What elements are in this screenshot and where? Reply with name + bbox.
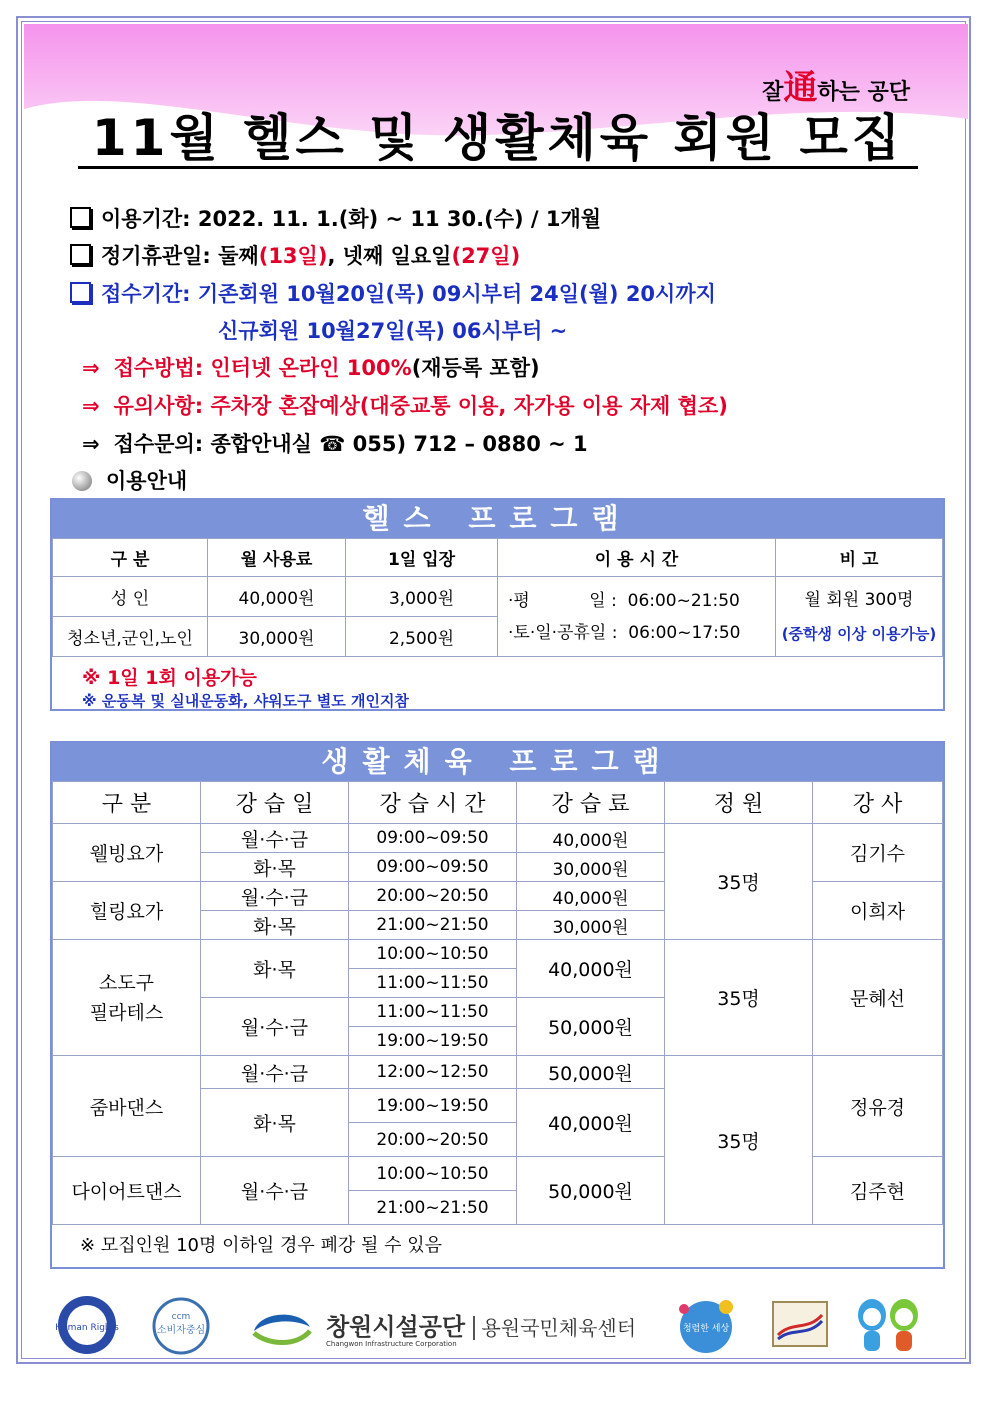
mascot-characters-icon (850, 1295, 926, 1355)
col-header: 월 사용료 (208, 539, 346, 577)
table-row: 웰빙요가 월·수·금 09:00~09:50 40,000원 35명 김기수 (53, 824, 943, 853)
col-header: 이 용 시 간 (498, 539, 776, 577)
table-row: 소도구 필라테스 화·목 10:00~10:50 40,000원 35명 문혜선 (53, 940, 943, 969)
col-header: 비 고 (776, 539, 943, 577)
category-cell: 성 인 (53, 577, 208, 617)
remark-cell: 월 회원 300명 (중학생 이상 이용가능) (776, 577, 943, 657)
sports-note: ※ 모집인원 10명 이하일 경우 폐강 될 수 있음 (80, 1235, 442, 1256)
col-header: 1일 입장 (346, 539, 498, 577)
info-reception: 접수기간: 기존회원 10월20일(목) 09시부터 24일(월) 20시까지 (70, 278, 716, 308)
guide-heading: 이용안내 (72, 465, 187, 495)
col-header: 강 사 (813, 782, 943, 824)
svg-text:Human Rights: Human Rights (55, 1323, 119, 1333)
footer-logos (50, 1295, 945, 1355)
certificate-logo-icon (772, 1301, 828, 1347)
info-caution: ⇒ 유의사항: 주차장 혼잡예상(대중교통 이용, 자가용 이용 자제 협조) (82, 394, 728, 418)
corp-symbol-icon (246, 1305, 314, 1353)
table-row: 화·목 19:00~19:50 40,000원 (53, 1089, 943, 1123)
checkbox-icon (70, 282, 91, 303)
arrow-icon: ⇒ (82, 394, 100, 418)
col-header: 강 습 시 간 (349, 782, 517, 824)
category-cell: 청소년,군인,노인 (53, 617, 208, 657)
hours-cell: ·평 일 : 06:00~21:50 ·토·일·공휴일 : 06:00~17:50 (498, 577, 776, 657)
bullet-ball-icon (72, 471, 92, 491)
table-row: 화·목 21:00~21:50 30,000원 (53, 911, 943, 940)
table-row: 힐링요가 월·수·금 20:00~20:50 40,000원 이희자 (53, 882, 943, 911)
svg-text:ccm: ccm (171, 1312, 191, 1322)
table-row (53, 577, 943, 617)
table-row: 11:00~11:50 (53, 969, 943, 998)
page-title: 11월 헬스 및 생활체육 회원 모집 (78, 110, 918, 169)
info-period: 이용기간: 2022. 11. 1.(화) ~ 11 30.(수) / 1개월 (70, 203, 601, 233)
health-table (52, 538, 943, 657)
health-program-title: 헬스 프로그램 (52, 500, 943, 538)
col-header: 구 분 (53, 539, 208, 577)
col-header: 구 분 (53, 782, 201, 824)
corp-name: 창원시설공단 용원국민체육센터 Changwon Infrastructure Corporation (326, 1313, 637, 1348)
table-row: 20:00~20:50 (53, 1123, 943, 1157)
health-notes: ※ 1일 1회 이용가능 ※ 운동복 및 실내운동화, 샤워도구 별도 개인지참 (82, 667, 409, 710)
checkbox-icon (70, 244, 91, 265)
sports-program-title: 생활체육 프로그램 (52, 743, 943, 781)
table-row: 월·수·금 11:00~11:50 50,000원 (53, 998, 943, 1027)
info-reception-new: 신규회원 10월27일(목) 06시부터 ~ (218, 319, 568, 343)
col-header: 강 습 료 (517, 782, 665, 824)
svg-text:청렴한 세상: 청렴한 세상 (682, 1324, 730, 1334)
sports-table (52, 781, 943, 1225)
day-fee-cell: 2,500원 (346, 617, 498, 657)
slogan: 잘通하는 공단 (762, 68, 910, 108)
col-header: 정 원 (665, 782, 813, 824)
table-row: 19:00~19:50 (53, 1027, 943, 1056)
day-fee-cell: 3,000원 (346, 577, 498, 617)
info-holiday: 정기휴관일: 둘째(13일), 넷째 일요일(27일) (70, 240, 520, 270)
col-header: 강 습 일 (201, 782, 349, 824)
human-rights-logo-icon (54, 1295, 120, 1355)
fee-cell: 30,000원 (208, 617, 346, 657)
table-row: 화·목 09:00~09:50 30,000원 (53, 853, 943, 882)
arrow-icon: ⇒ (82, 432, 100, 456)
fee-cell: 40,000원 (208, 577, 346, 617)
table-row: 줌바댄스 월·수·금 12:00~12:50 50,000원 35명 정유경 (53, 1056, 943, 1089)
svg-text:소비자중심: 소비자중심 (156, 1325, 206, 1336)
health-program-box (50, 498, 945, 711)
checkbox-icon (70, 207, 91, 228)
ccm-logo-icon (150, 1297, 212, 1355)
table-row: 21:00~21:50 (53, 1191, 943, 1225)
clean-world-logo-icon (670, 1295, 742, 1355)
sports-program-box (50, 741, 945, 1269)
table-row: 다이어트댄스 월·수·금 10:00~10:50 50,000원 김주현 (53, 1157, 943, 1191)
arrow-icon: ⇒ (82, 356, 100, 380)
info-method: ⇒ 접수방법: 인터넷 온라인 100%(재등록 포함) (82, 356, 540, 380)
info-inquiry: ⇒ 접수문의: 종합안내실 ☎ 055) 712 – 0880 ~ 1 (82, 432, 588, 456)
